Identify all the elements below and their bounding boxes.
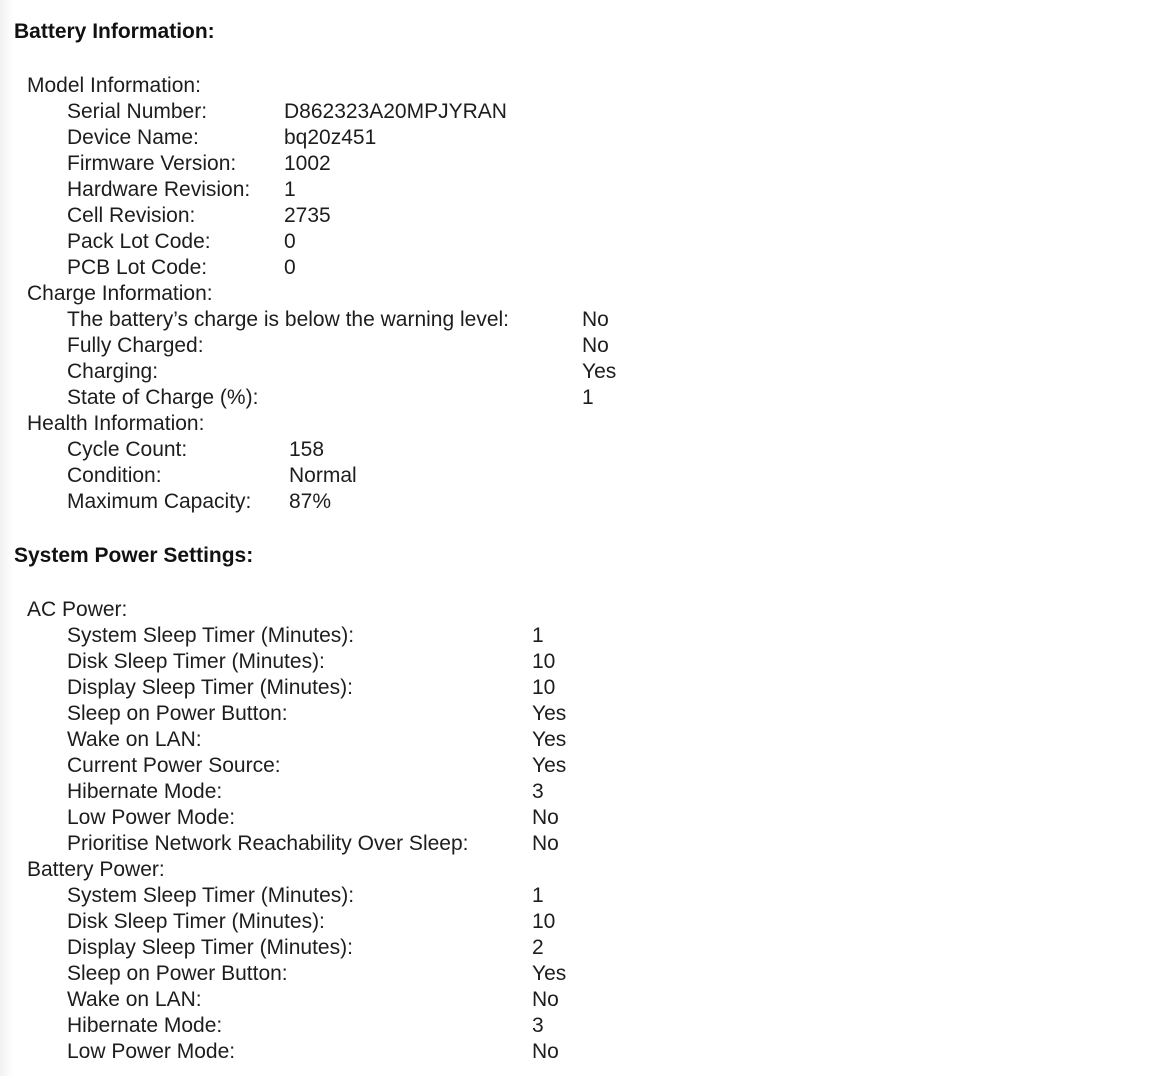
info-row-key: State of Charge (%): — [67, 386, 259, 409]
info-row-key: Charging: — [67, 360, 159, 383]
info-row-value: 1 — [532, 624, 544, 647]
info-row-value: 0 — [284, 256, 296, 279]
info-row — [0, 255, 1160, 281]
info-row-key: Sleep on Power Button: — [67, 702, 288, 725]
info-row-value: Yes — [532, 754, 567, 777]
charge-information-label: Charge Information: — [27, 282, 213, 305]
health-information-label: Health Information: — [27, 412, 205, 435]
battery-information-heading: Battery Information: — [14, 20, 215, 43]
info-row-value: 2 — [532, 936, 544, 959]
info-row — [0, 623, 1160, 649]
info-row — [0, 961, 1160, 987]
info-row — [0, 333, 1160, 359]
info-row-key: Disk Sleep Timer (Minutes): — [67, 650, 325, 673]
info-row — [0, 125, 1160, 151]
info-row — [0, 753, 1160, 779]
info-row-key: Hibernate Mode: — [67, 1014, 223, 1037]
info-row-value: Yes — [532, 728, 567, 751]
info-row-value: 10 — [532, 676, 556, 699]
info-row — [0, 99, 1160, 125]
info-row-value: Yes — [532, 702, 567, 725]
info-row — [0, 649, 1160, 675]
info-row-value: No — [532, 806, 559, 829]
info-row-value: 1 — [532, 884, 544, 907]
info-row — [0, 1039, 1160, 1065]
info-row — [0, 675, 1160, 701]
info-row-value: Yes — [582, 360, 617, 383]
info-row-key: Serial Number: — [67, 100, 208, 123]
info-row-value: 1 — [582, 386, 594, 409]
info-row — [0, 359, 1160, 385]
info-row — [0, 727, 1160, 753]
info-row-key: Disk Sleep Timer (Minutes): — [67, 910, 325, 933]
info-row-value: No — [582, 308, 609, 331]
info-row — [0, 805, 1160, 831]
info-row-value: Normal — [289, 464, 357, 487]
info-row — [0, 489, 1160, 515]
info-row — [0, 883, 1160, 909]
info-row-key: Wake on LAN: — [67, 728, 202, 751]
info-row — [0, 909, 1160, 935]
info-row-value: No — [582, 334, 609, 357]
info-row-value: 0 — [284, 230, 296, 253]
info-row-key: System Sleep Timer (Minutes): — [67, 624, 355, 647]
info-row — [0, 1013, 1160, 1039]
info-row — [0, 779, 1160, 805]
battery-power-label: Battery Power: — [27, 858, 165, 881]
info-row-key: Pack Lot Code: — [67, 230, 211, 253]
info-row-key: Current Power Source: — [67, 754, 281, 777]
info-row-key: Low Power Mode: — [67, 806, 236, 829]
info-row-key: Display Sleep Timer (Minutes): — [67, 676, 353, 699]
info-row — [0, 463, 1160, 489]
info-row-key: Sleep on Power Button: — [67, 962, 288, 985]
info-row-key: Cycle Count: — [67, 438, 188, 461]
info-row-key: Display Sleep Timer (Minutes): — [67, 936, 353, 959]
info-row-key: Maximum Capacity: — [67, 490, 252, 513]
info-row-value: 1002 — [284, 152, 331, 175]
info-row-key: Condition: — [67, 464, 162, 487]
info-row-value: No — [532, 988, 559, 1011]
info-row-key: Low Power Mode: — [67, 1040, 236, 1063]
info-row-value: 158 — [289, 438, 325, 461]
info-row-value: 2735 — [284, 204, 331, 227]
info-row-value: No — [532, 1040, 559, 1063]
info-row-key: System Sleep Timer (Minutes): — [67, 884, 355, 907]
system-power-settings-heading: System Power Settings: — [14, 544, 254, 567]
info-row-value: 10 — [532, 650, 556, 673]
info-row-key: Prioritise Network Reachability Over Sleep: — [67, 832, 469, 855]
info-row — [0, 831, 1160, 857]
info-row-value: 10 — [532, 910, 556, 933]
info-row-value: 3 — [532, 780, 544, 803]
info-row — [0, 987, 1160, 1013]
info-row-key: Cell Revision: — [67, 204, 196, 227]
info-row-key: Wake on LAN: — [67, 988, 202, 1011]
ac-power-label: AC Power: — [27, 598, 128, 621]
info-row-value: bq20z451 — [284, 126, 377, 149]
info-row-value: 87% — [289, 490, 332, 513]
info-row — [0, 307, 1160, 333]
info-row-key: PCB Lot Code: — [67, 256, 208, 279]
info-row-value: D862323A20MPJYRAN — [284, 100, 507, 123]
info-row-key: Hibernate Mode: — [67, 780, 223, 803]
info-row-value: Yes — [532, 962, 567, 985]
info-row — [0, 935, 1160, 961]
info-row-key: Firmware Version: — [67, 152, 237, 175]
info-row — [0, 385, 1160, 411]
info-row — [0, 203, 1160, 229]
model-information-label: Model Information: — [27, 74, 201, 97]
info-row — [0, 177, 1160, 203]
info-row-value: 1 — [284, 178, 296, 201]
info-row — [0, 229, 1160, 255]
info-row-value: 3 — [532, 1014, 544, 1037]
info-row — [0, 151, 1160, 177]
info-row — [0, 437, 1160, 463]
info-row-value: No — [532, 832, 559, 855]
info-row — [0, 701, 1160, 727]
info-row-key: Device Name: — [67, 126, 199, 149]
info-row-key: The battery’s charge is below the warning level: — [67, 308, 510, 331]
info-row-key: Fully Charged: — [67, 334, 204, 357]
info-row-key: Hardware Revision: — [67, 178, 251, 201]
